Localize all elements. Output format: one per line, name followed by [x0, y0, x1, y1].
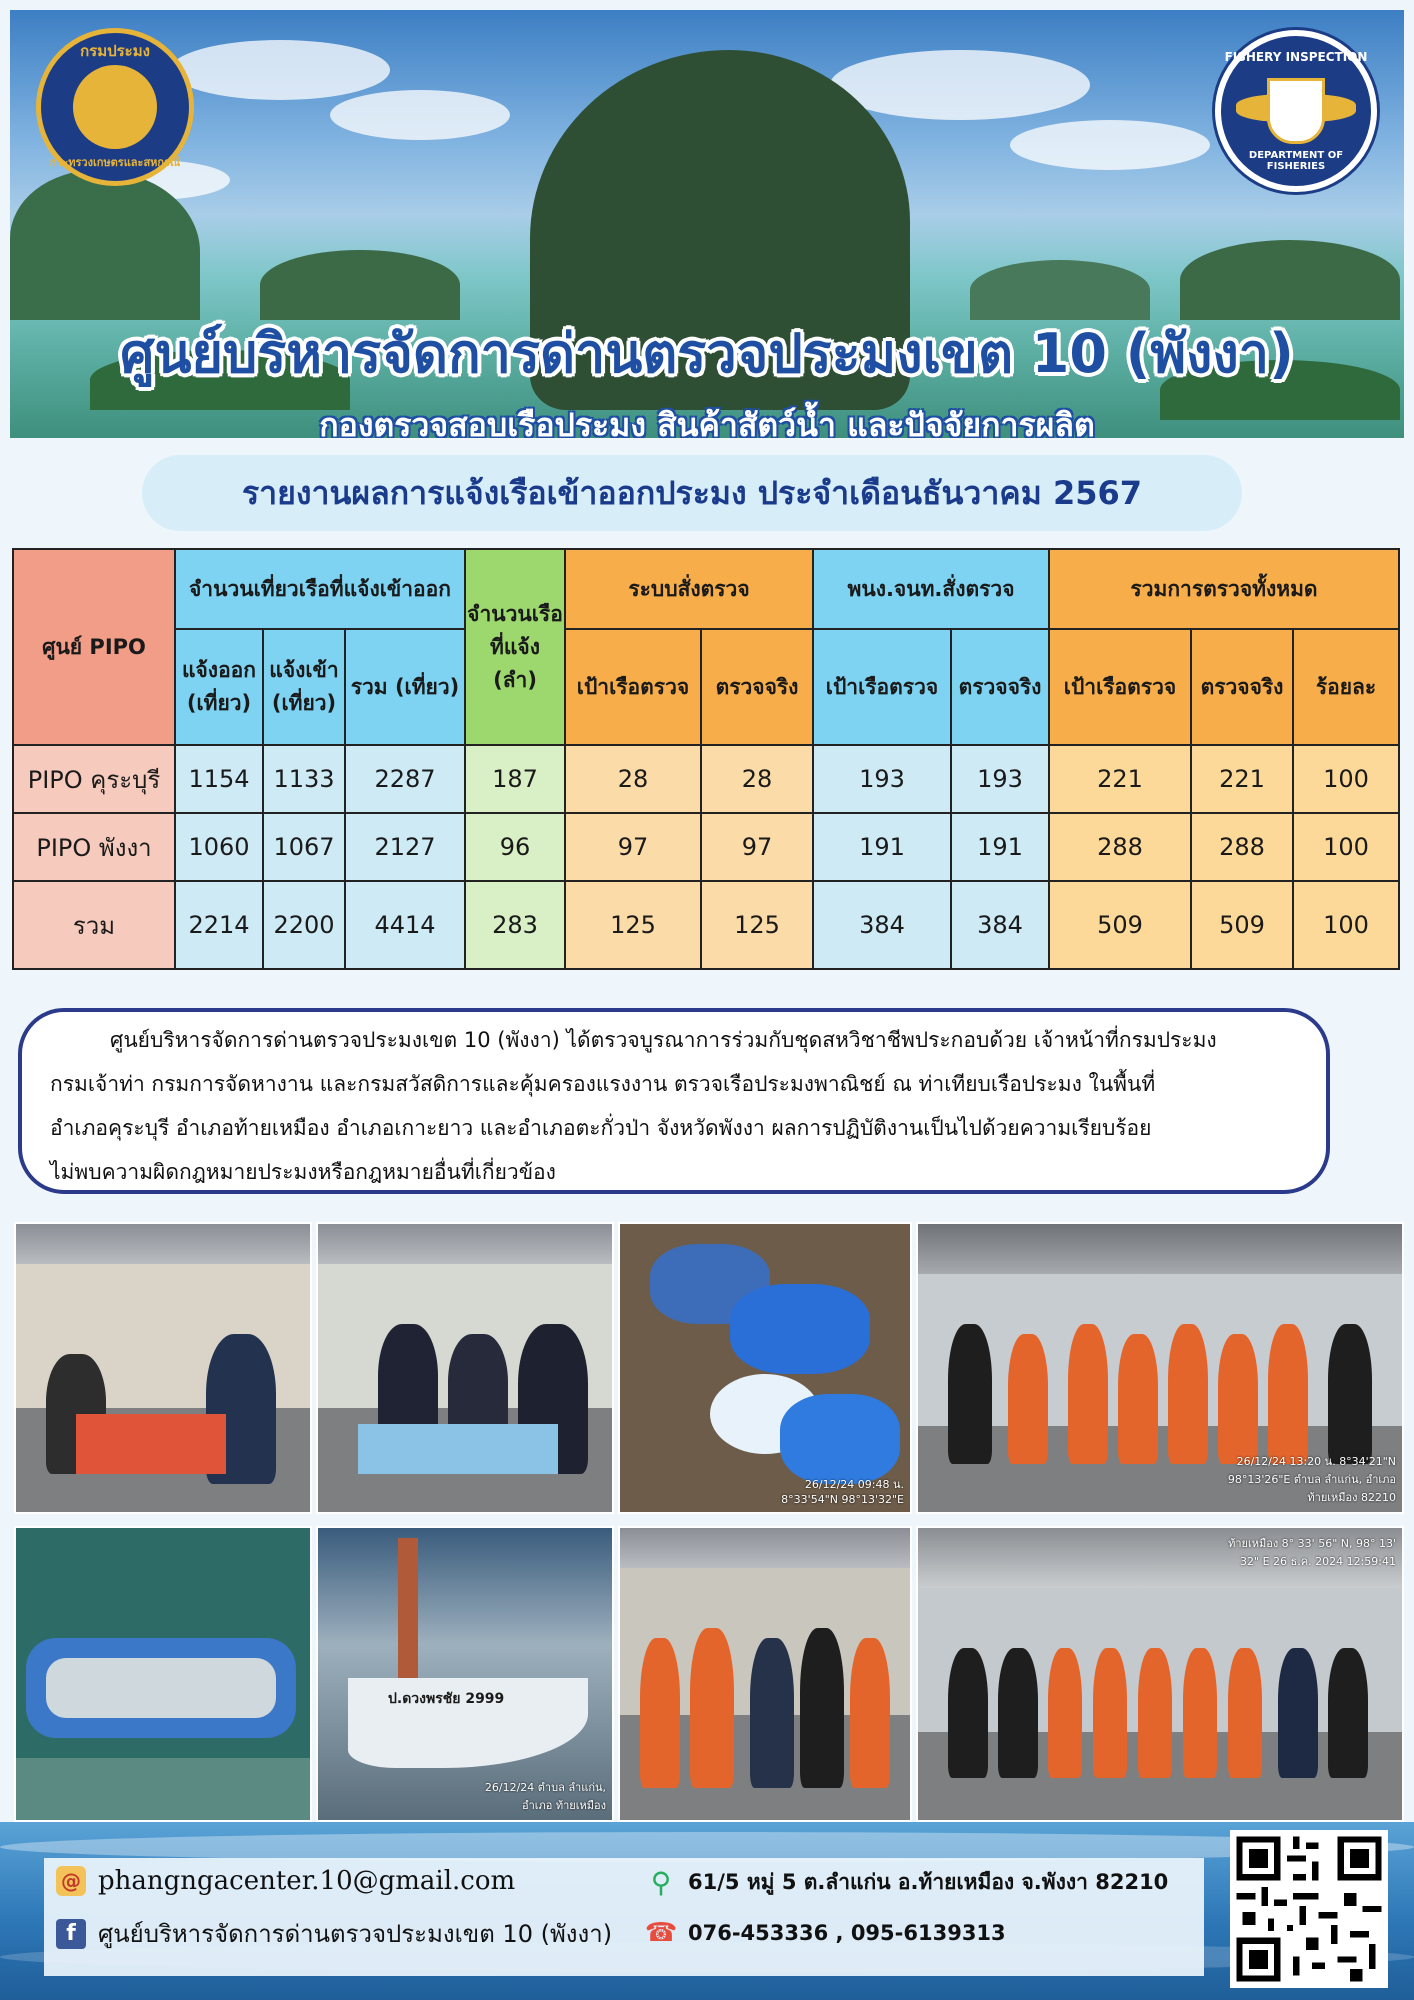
- cell-off-actual: 193: [951, 745, 1049, 813]
- header-tot-actual: ตรวจจริง: [1191, 629, 1293, 745]
- cell-total: 4414: [345, 881, 465, 969]
- phone-numbers: 076-453336 , 095-6139313: [688, 1921, 1006, 1945]
- cell-tot-target: 288: [1049, 813, 1191, 881]
- cell-sys-target: 125: [565, 881, 701, 969]
- photo-crew-lineup: [916, 1222, 1404, 1514]
- summary-line: กรมเจ้าท่า กรมการจัดหางาน และกรมสวัสดิการและคุ้มครองแรงงาน ตรวจเรือประมงพาณิชย์ ณ ท่าเทียบเรือประมง ในพื้นที่: [50, 1072, 1156, 1096]
- cell-out: 1060: [175, 813, 263, 881]
- header-system-group: ระบบสั่งตรวจ: [565, 549, 813, 629]
- qr-code-icon[interactable]: [1230, 1830, 1388, 1988]
- cell-off-actual: 191: [951, 813, 1049, 881]
- cell-sys-target: 97: [565, 813, 701, 881]
- phone-icon: ☎: [644, 1918, 678, 1948]
- cell-tot-actual: 221: [1191, 745, 1293, 813]
- summary-box: [18, 1008, 1330, 1194]
- cell-boats: 187: [465, 745, 565, 813]
- address-row: [646, 1866, 1168, 1899]
- summary-line: ศูนย์บริหารจัดการด่านตรวจประมงเขต 10 (พังงา) ได้ตรวจบูรณาการร่วมกับชุดสหวิชาชีพประกอบด้วย เจ้าหน้าที่กรมประมง: [110, 1028, 1217, 1052]
- boat-name: ป.ดวงพรชัย 2999: [388, 1691, 505, 1707]
- facebook-page[interactable]: ศูนย์บริหารจัดการด่านตรวจประมงเขต 10 (พังงา): [98, 1920, 613, 1948]
- cell-tot-actual: 509: [1191, 881, 1293, 969]
- seal-right-text: FISHERY INSPECTION: [1224, 50, 1368, 64]
- seal-left-text2: กระทรวงเกษตรและสหกรณ์: [49, 156, 181, 169]
- photo-group-photo: [916, 1526, 1404, 1822]
- header-sys-target: เป้าเรือตรวจ: [565, 629, 701, 745]
- page-subtitle: กองตรวจสอบเรือประมง สินค้าสัตว์น้ำ และปัจจัยการผลิต: [319, 406, 1095, 438]
- cell-off-target: 191: [813, 813, 951, 881]
- cell-sys-actual: 28: [701, 745, 813, 813]
- cell-out: 2214: [175, 881, 263, 969]
- header-banner: [10, 10, 1404, 438]
- header-sys-actual: ตรวจจริง: [701, 629, 813, 745]
- cell-sys-target: 28: [565, 745, 701, 813]
- cell-in: 1067: [263, 813, 345, 881]
- table-row: [13, 745, 1399, 813]
- email-address[interactable]: phangngacenter.10@gmail.com: [98, 1866, 516, 1896]
- photo-officers-at-table: [316, 1222, 614, 1514]
- cell-total: 2127: [345, 813, 465, 881]
- cell-in: 1133: [263, 745, 345, 813]
- summary-line: อำเภอคุระบุรี อำเภอท้ายเหมือง อำเภอเกาะยาว และอำเภอตะกั่วป่า จังหวัดพังงา ผลการปฏิบัติงานเป็นไปด้วยความเรียบร้อย: [50, 1116, 1152, 1140]
- cell-percent: 100: [1293, 813, 1399, 881]
- facebook-row: [56, 1914, 612, 1953]
- phone-row: [646, 1918, 1006, 1948]
- photo-caption: 26/12/24 13:20 น. 8°34'21"N 98°13'26"E ตำบล ลำแก่น, อำเภอ ท้ายเหมือง 82210: [1227, 1455, 1396, 1504]
- header-tot-target: เป้าเรือตรวจ: [1049, 629, 1191, 745]
- seal-emblem-icon: [73, 65, 157, 149]
- photo-inspection-table: [14, 1222, 312, 1514]
- header-total-trips: รวม (เที่ยว): [345, 629, 465, 745]
- photo-fishing-boat: [316, 1526, 614, 1822]
- header-total-group: รวมการตรวจทั้งหมด: [1049, 549, 1399, 629]
- header-trips-group: จำนวนเที่ยวเรือที่แจ้งเข้าออก: [175, 549, 465, 629]
- photo-crew-briefing: [618, 1526, 912, 1822]
- cell-center: รวม: [13, 881, 175, 969]
- cell-off-target: 384: [813, 881, 951, 969]
- shield-icon: [1267, 78, 1325, 144]
- photo-caption: 26/12/24 09:48 น. 8°33'54"N 98°13'32"E: [781, 1478, 904, 1506]
- cell-percent: 100: [1293, 881, 1399, 969]
- cell-sys-actual: 125: [701, 881, 813, 969]
- cell-off-target: 193: [813, 745, 951, 813]
- facebook-icon: f: [56, 1919, 86, 1949]
- photo-caption: ท้ายเหมือง 8° 33' 56" N, 98° 13' 32" E 26 ธ.ค. 2024 12:59:41: [1228, 1537, 1396, 1568]
- photo-fish-in-tanks: [14, 1526, 312, 1822]
- location-pin-icon: ⚲: [650, 1866, 672, 1899]
- seal-left-text: กรมประมง: [80, 42, 150, 60]
- cell-tot-target: 221: [1049, 745, 1191, 813]
- header-officer-group: พนง.จนท.สั่งตรวจ: [813, 549, 1049, 629]
- cell-boats: 96: [465, 813, 565, 881]
- table-row-total: [13, 881, 1399, 969]
- page-title: ศูนย์บริหารจัดการด่านตรวจประมงเขต 10 (พังงา): [120, 322, 1294, 385]
- address: 61/5 หมู่ 5 ต.ลำแก่น อ.ท้ายเหมือง จ.พังงา 82210: [688, 1870, 1169, 1894]
- cell-sys-actual: 97: [701, 813, 813, 881]
- cell-tot-actual: 288: [1191, 813, 1293, 881]
- cell-percent: 100: [1293, 745, 1399, 813]
- cell-center: PIPO คุระบุรี: [13, 745, 175, 813]
- table-row: [13, 813, 1399, 881]
- header-notify-in: แจ้งเข้า (เที่ยว): [263, 629, 345, 745]
- header-notify-out: แจ้งออก (เที่ยว): [175, 629, 263, 745]
- seal-right-text2: DEPARTMENT OF FISHERIES: [1248, 150, 1344, 172]
- header-boats: จำนวนเรือที่แจ้ง (ลำ): [465, 549, 565, 745]
- summary-line: ไม่พบความผิดกฎหมายประมงหรือกฎหมายอื่นที่เกี่ยวข้อง: [50, 1160, 556, 1184]
- photo-ice-tanks: [618, 1222, 912, 1514]
- photo-caption: 26/12/24 ตำบล ลำแก่น, อำเภอ ท้ายเหมือง: [484, 1781, 606, 1812]
- header-off-target: เป้าเรือตรวจ: [813, 629, 951, 745]
- cell-total: 2287: [345, 745, 465, 813]
- pipo-report-table: [12, 548, 1400, 970]
- email-icon: @: [56, 1866, 86, 1896]
- department-of-fisheries-seal: [36, 28, 194, 186]
- cell-off-actual: 384: [951, 881, 1049, 969]
- email-row: [56, 1866, 515, 1896]
- report-title: รายงานผลการแจ้งเรือเข้าออกประมง ประจำเดือนธันวาคม 2567: [142, 455, 1242, 531]
- cell-tot-target: 509: [1049, 881, 1191, 969]
- header-percent: ร้อยละ: [1293, 629, 1399, 745]
- header-off-actual: ตรวจจริง: [951, 629, 1049, 745]
- cell-in: 2200: [263, 881, 345, 969]
- cell-boats: 283: [465, 881, 565, 969]
- cell-center: PIPO พังงา: [13, 813, 175, 881]
- header-center: ศูนย์ PIPO: [13, 549, 175, 745]
- cell-out: 1154: [175, 745, 263, 813]
- fishery-inspection-seal: [1215, 30, 1377, 192]
